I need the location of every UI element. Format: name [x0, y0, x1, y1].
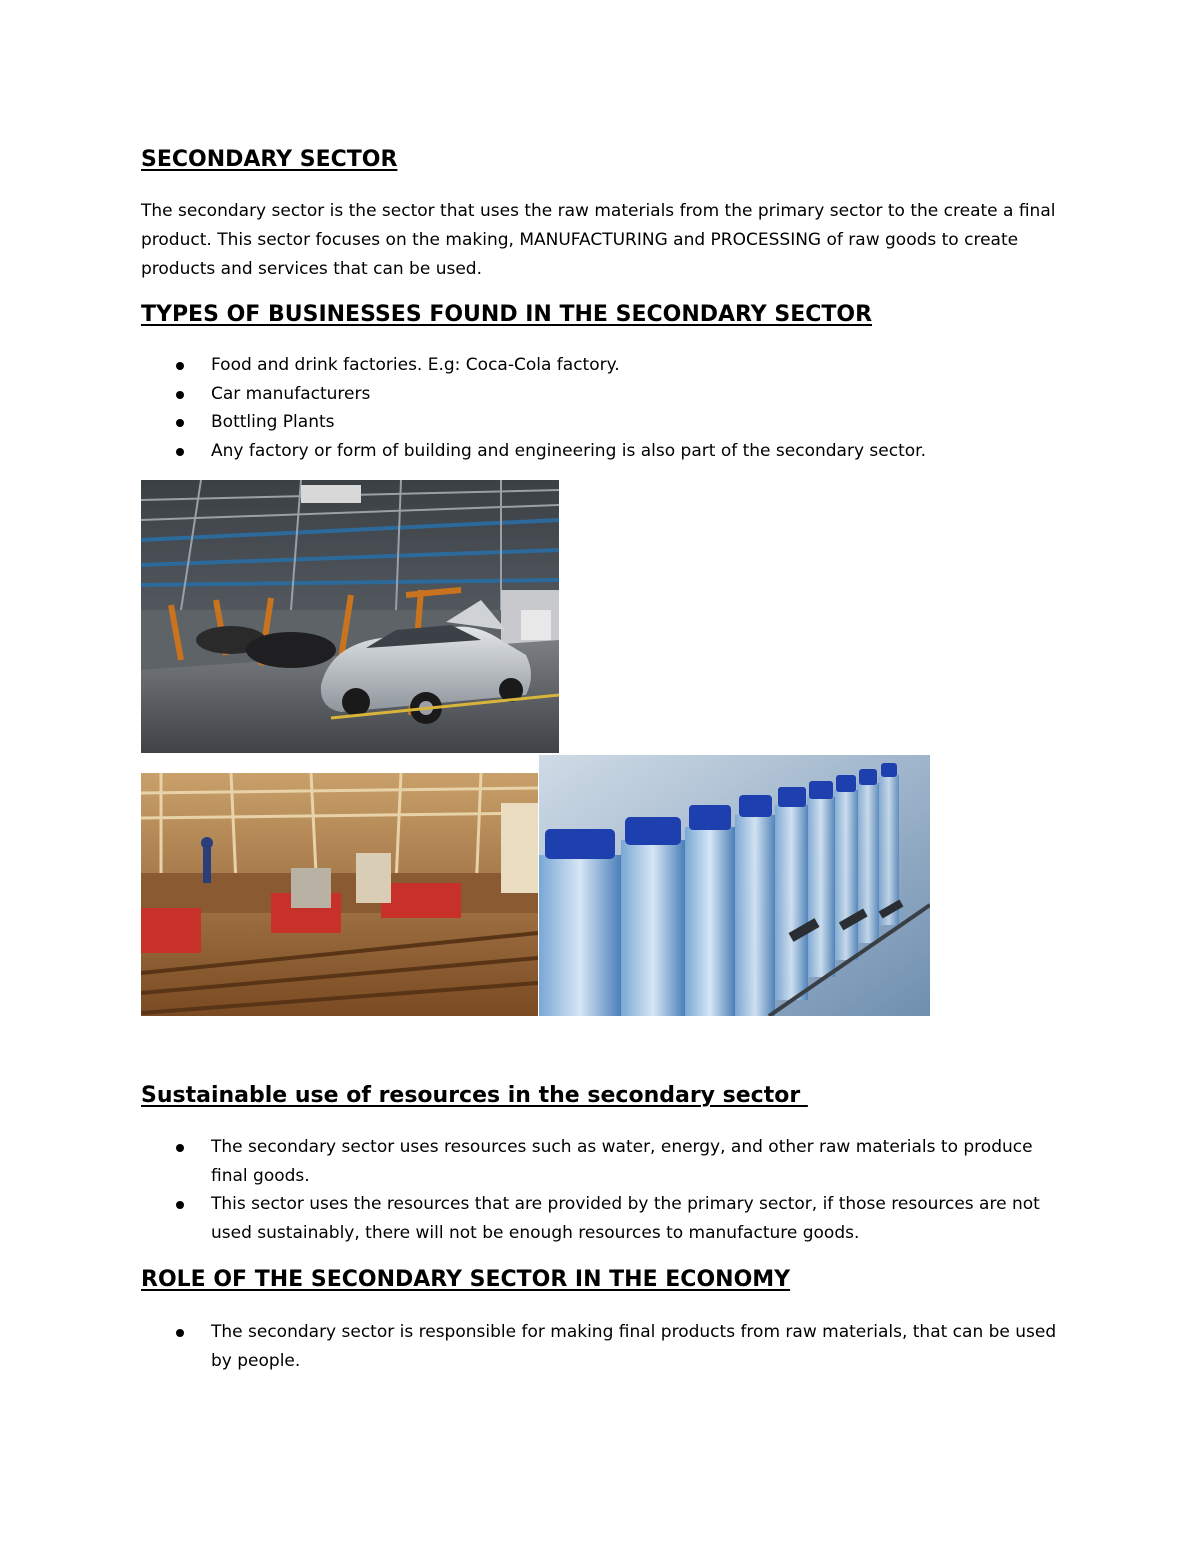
sustainable-list: [141, 1133, 1071, 1247]
list-item: Any factory or form of building and engineering is also part of the secondary sector.: [141, 437, 1071, 466]
types-list: [141, 351, 1071, 465]
bullet-icon: [176, 1329, 184, 1337]
list-item: Bottling Plants: [141, 408, 1071, 437]
intro-paragraph: The secondary sector is the sector that uses the raw materials from the primary sector to the create a final product. This sector focuses on the making, MANUFACTURING and PROCESSING of raw goods to create products and services that can be used.: [141, 201, 1056, 279]
heading-sustainable-use: Sustainable use of resources in the secondary sector: [141, 1083, 808, 1108]
list-item: The secondary sector is responsible for making final products from raw materials, that can be used by people.: [141, 1318, 1071, 1375]
bullet-icon: [176, 1201, 184, 1209]
bullet-icon: [176, 419, 184, 427]
bullet-icon: [176, 362, 184, 370]
list-item: This sector uses the resources that are provided by the primary sector, if those resources are not used sustainably, there will not be enough resources to manufacture goods.: [141, 1190, 1071, 1247]
heading-types-of-businesses: TYPES OF BUSINESSES FOUND IN THE SECONDARY SECTOR: [141, 302, 873, 327]
water-bottles-conveyor-photo: [539, 755, 930, 1016]
list-item: Food and drink factories. E.g: Coca-Cola factory.: [141, 351, 1071, 380]
bullet-icon: [176, 391, 184, 399]
bullet-icon: [176, 448, 184, 456]
heading-role-in-economy: ROLE OF THE SECONDARY SECTOR IN THE ECONOMY: [141, 1267, 791, 1292]
list-item: Car manufacturers: [141, 380, 1071, 409]
bottling-plant-photo: [141, 773, 538, 1016]
list-item: The secondary sector uses resources such as water, energy, and other raw materials to produce final goods.: [141, 1133, 1071, 1190]
bullet-icon: [176, 1144, 184, 1152]
role-list: [141, 1318, 1071, 1375]
heading-secondary-sector: SECONDARY SECTOR: [141, 147, 398, 172]
car-assembly-line-photo: [141, 480, 559, 753]
